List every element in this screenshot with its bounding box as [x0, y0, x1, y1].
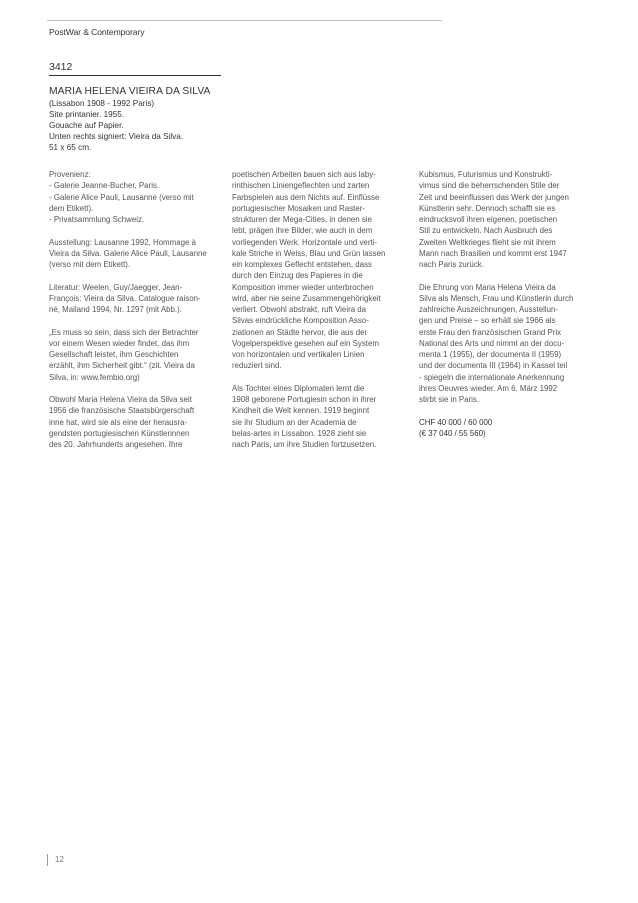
text-line: Obwohl Maria Helena Vieira da Silva seit	[49, 395, 192, 404]
header-rule	[47, 20, 442, 21]
text-line: vor einem Wesen wieder findet, das ihm	[49, 338, 190, 348]
text-line: von horizontalen und vertikalen Linien	[232, 350, 365, 359]
text-line: inne hat, wird sie als eine der herausra-	[49, 417, 188, 427]
essay-paragraph	[232, 383, 408, 451]
essay-paragraph	[419, 169, 595, 270]
text-line: des 20. Jahrhunderts angesehen. Ihre	[49, 440, 183, 449]
text-line: zahlreiche Auszeichnungen, Ausstellun-	[419, 305, 559, 314]
text-line: (€ 37 040 / 55 560)	[419, 428, 486, 438]
text-line: kale Striche in Weiss, Blau und Grün lassen	[232, 248, 386, 258]
text-line: rinthischen Liniengeflechten und zarten	[232, 181, 370, 191]
text-line: Als Tochter eines Diplomaten lernt die	[232, 383, 365, 393]
text-line: eindrucksvoll ihren eigenen, poetischen	[419, 215, 558, 224]
text-line: „Es muss so sein, dass sich der Betrachter	[49, 327, 199, 337]
exhibition-block	[49, 237, 225, 271]
text-line: vorliegenden Werk. Horizontale und verti-	[232, 237, 378, 247]
lot-header	[49, 85, 249, 153]
text-line: lebt, prägen ihre Bilder, wie auch in dem	[232, 226, 373, 236]
text-line: dem Etikett).	[49, 203, 94, 213]
price-estimate	[419, 417, 595, 440]
artwork-signature: Unten rechts signiert: Vieira da Silva.	[49, 132, 184, 141]
text-line: né, Mailand 1994, Nr. 1297 (mit Abb.).	[49, 305, 182, 314]
text-line: - Galerie Alice Pauli, Lausanne (verso mit	[49, 192, 194, 202]
text-line: und der documenta III (1964) in Kassel teil	[419, 361, 568, 371]
text-line: Silvas eindrückliche Komposition Asso-	[232, 316, 369, 326]
text-line: erzählt, ihm Sicherheit gibt.“ (zit. Vieira da	[49, 361, 195, 371]
text-line: (verso mit dem Etikett).	[49, 260, 131, 269]
artist-name: MARIA HELENA VIEIRA DA SILVA	[49, 86, 211, 97]
essay-paragraph	[232, 169, 408, 372]
text-line: erste Frau den französischen Grand Prix	[419, 327, 562, 337]
text-line: - Galerie Jeanne-Bucher, Paris.	[49, 181, 160, 191]
text-line: belas-artes in Lissabon. 1928 zieht sie	[232, 428, 367, 438]
text-line: Farbspielen aus dem Nichts auf. Einflüsse	[232, 192, 380, 202]
text-line: Zeit und beeinflussen das Werk der jungen	[419, 192, 569, 202]
text-line: - spiegeln die internationale Anerkennung	[419, 372, 565, 382]
text-line: Künstlerin sehr. Dennoch schafft sie es	[419, 203, 556, 213]
text-line: ein komplexes Geflecht entstehen, dass	[232, 260, 372, 269]
text-line: Komposition immer wieder unterbrochen	[232, 282, 374, 292]
text-line: Die Ehrung von Maria Helena Vieira da	[419, 282, 556, 292]
text-line: National des Arts und nimmt an der docu-	[419, 338, 565, 348]
text-line: Provenienz:	[49, 170, 91, 179]
text-line: Zweiten Weltkrieges flieht sie mit ihrem	[419, 237, 556, 247]
text-line: ihres Oeuvres wieder. Am 6. März 1992	[419, 383, 558, 393]
text-line: François: Vieira da Silva. Catalogue raison-	[49, 293, 201, 303]
text-line: Literatur: Weelen, Guy/Jaegger, Jean-	[49, 282, 183, 292]
text-line: Stil zu entwickeln. Nach Ausbruch des	[419, 226, 553, 236]
text-line: gendsten portugiesischen Künstlerinnen	[49, 428, 190, 438]
text-line: gen und Preise – so erhält sie 1966 als	[419, 316, 556, 326]
text-line: menta 1 (1955), der documenta II (1959)	[419, 350, 562, 359]
text-line: Gesellschaft leistet, ihm Geschichten	[49, 350, 179, 359]
text-line: sie ihr Studium an der Academia de	[232, 417, 357, 427]
text-line: reduziert sind.	[232, 361, 282, 371]
text-line: Silva, in: www.fembio.org)	[49, 372, 140, 382]
lot-number: 3412	[49, 61, 73, 73]
text-line: Vogelperspektive gesehen auf ein System	[232, 338, 379, 348]
text-line: Kubismus, Futurismus und Konstrukti-	[419, 170, 553, 179]
literature-block	[49, 282, 225, 316]
text-line: portugiesischer Mosaiken und Raster-	[232, 203, 365, 213]
text-line: ziationen an Städte hervor, die aus der	[232, 327, 368, 337]
page-number: 12	[55, 855, 64, 864]
footer-rule	[47, 854, 48, 866]
artwork-title: Site printanier. 1955.	[49, 110, 125, 119]
text-line: verliert. Obwohl abstrakt, ruft Vieira da	[232, 305, 367, 314]
text-line: Mann nach Brasilien und kommt erst 1947	[419, 248, 567, 258]
text-line: vimus sind die beherrschenden Stile der	[419, 181, 560, 191]
text-line: stirbt sie in Paris.	[419, 395, 480, 404]
text-line: 1908 geborene Portugiesin schon in ihrer	[232, 395, 377, 404]
text-line: nach Paris zurück.	[419, 260, 484, 269]
text-line: - Privatsammlung Schweiz.	[49, 215, 145, 224]
text-line: CHF 40 000 / 60 000	[419, 417, 493, 427]
text-line: nach Paris, um ihre Studien fortzusetzen.	[232, 440, 377, 449]
artist-dates: (Lissabon 1908 - 1992 Paris)	[49, 99, 155, 108]
provenance-block	[49, 169, 225, 225]
text-line: Kindheit die Welt kennen. 1919 beginnt	[232, 406, 370, 416]
essay-paragraph	[419, 282, 595, 406]
text-line: durch den Einzug des Papieres in die	[232, 271, 363, 281]
artwork-dimensions: 51 x 65 cm.	[49, 143, 92, 152]
text-line: strukturen der Mega-Cities, in denen sie	[232, 215, 372, 224]
quote-block	[49, 327, 225, 383]
lot-rule	[49, 75, 221, 76]
text-line: wird, aber nie seine Zusammengehörigkeit	[232, 293, 381, 303]
text-line: Vieira da Silva. Galerie Alice Pauli, Lausanne	[49, 248, 207, 258]
text-column-3	[419, 169, 595, 450]
text-column-1	[49, 169, 225, 462]
text-line: 1956 die französische Staatsbürgerschaft	[49, 406, 195, 416]
text-line: Silva als Mensch, Frau und Künstlerin durch	[419, 293, 574, 303]
text-column-2	[232, 169, 408, 462]
text-line: Ausstellung: Lausanne 1992, Hommage à	[49, 237, 196, 247]
artwork-medium: Gouache auf Papier.	[49, 121, 124, 130]
section-label: PostWar & Contemporary	[49, 27, 145, 37]
essay-paragraph	[49, 394, 225, 450]
text-line: poetischen Arbeiten bauen sich aus laby-	[232, 170, 376, 179]
